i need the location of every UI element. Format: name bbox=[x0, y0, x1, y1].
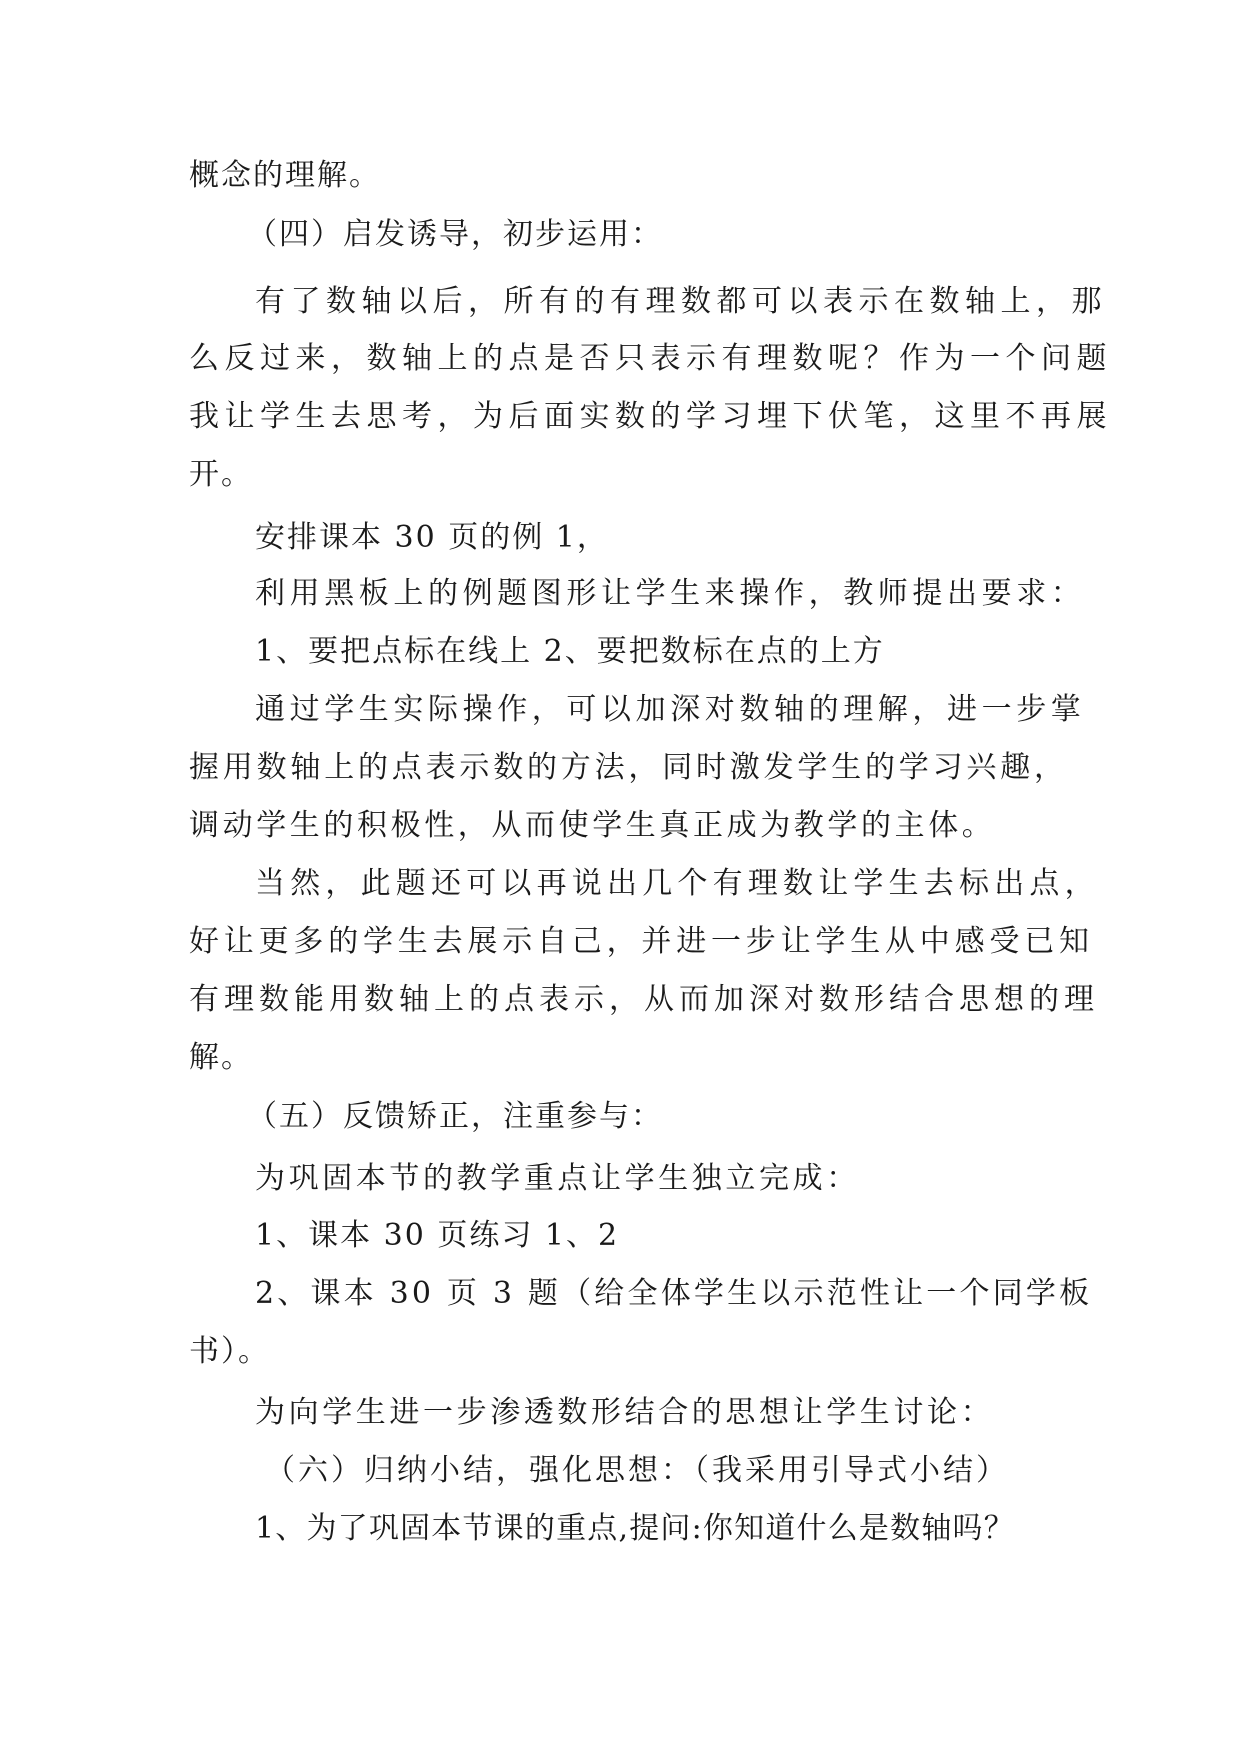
paragraph-line: 通过学生实际操作，可以加深对数轴的理解，进一步掌 bbox=[255, 692, 1086, 727]
paragraph-line: 开。 bbox=[189, 457, 253, 492]
paragraph-line: 概念的理解。 bbox=[189, 158, 381, 193]
paragraph-line: 利用黑板上的例题图形让学生来操作，教师提出要求： bbox=[255, 576, 1086, 611]
list-item: 1、课本 30 页练习 1、2 bbox=[255, 1218, 620, 1253]
paragraph-line: 当然，此题还可以再说出几个有理数让学生去标出点， bbox=[255, 866, 1100, 901]
section-heading: （四）启发诱导，初步运用： bbox=[247, 217, 663, 252]
paragraph-line: 握用数轴上的点表示数的方法，同时激发学生的学习兴趣， bbox=[189, 750, 1068, 785]
section-heading: （五）反馈矫正，注重参与： bbox=[247, 1099, 663, 1134]
section-heading: （六）归纳小结，强化思想：（我采用引导式小结） bbox=[265, 1453, 1009, 1488]
paragraph-line: 有理数能用数轴上的点表示，从而加深对数形结合思想的理 bbox=[189, 982, 1099, 1017]
list-item: 1、要把点标在线上 2、要把数标在点的上方 bbox=[255, 634, 885, 669]
paragraph-line: 么反过来，数轴上的点是否只表示有理数呢？作为一个问题 bbox=[189, 341, 1112, 376]
paragraph-line: 调动学生的积极性，从而使学生真正成为教学的主体。 bbox=[189, 808, 996, 843]
paragraph-line: 安排课本 30 页的例 1， bbox=[255, 520, 609, 555]
paragraph-line: 我让学生去思考，为后面实数的学习埋下伏笔，这里不再展 bbox=[189, 399, 1112, 434]
paragraph-line: 为巩固本节的教学重点让学生独立完成： bbox=[255, 1161, 860, 1196]
paragraph-line: 书）。 bbox=[189, 1334, 270, 1369]
paragraph-line: 为向学生进一步渗透数形结合的思想让学生讨论： bbox=[255, 1395, 995, 1430]
paragraph-line: 好让更多的学生去展示自己，并进一步让学生从中感受已知 bbox=[189, 924, 1094, 959]
paragraph-line: 有了数轴以后，所有的有理数都可以表示在数轴上，那 bbox=[255, 284, 1107, 319]
list-item: 1、为了巩固本节课的重点,提问:你知道什么是数轴吗？ bbox=[255, 1511, 1015, 1546]
paragraph-line: 解。 bbox=[189, 1040, 253, 1075]
list-item: 2、课本 30 页 3 题（给全体学生以示范性让一个同学板 bbox=[255, 1276, 1093, 1311]
